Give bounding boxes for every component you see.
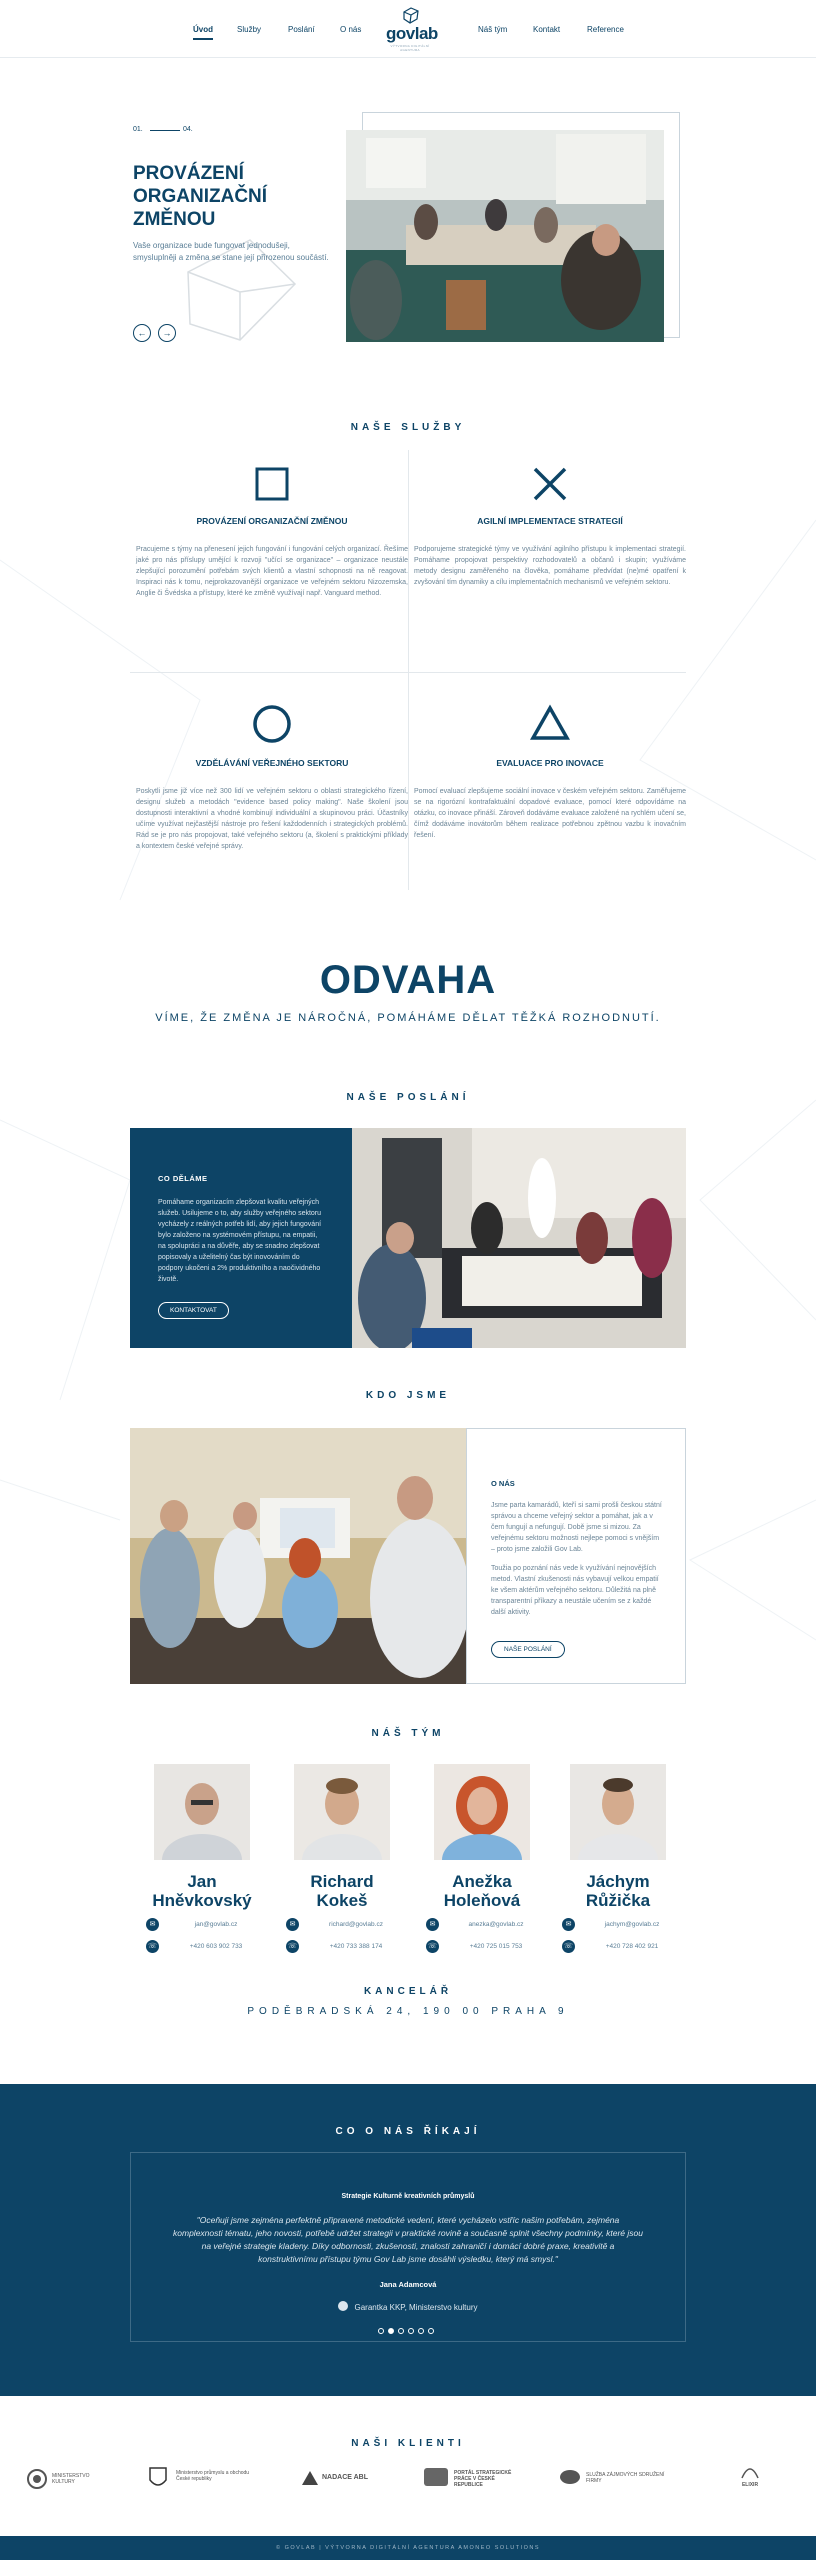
service-description: Pomocí evaluací zlepšujeme sociální inovace v českém veřejném sektoru. Zaměřujeme se na rigorózní kontrafaktuální dopadové evaluace, pomocí které odpovídáme na otázku, co inovace přináší. Zároveň dodáváme evaluace založené na rychlém učení se, čímž dodáváme inovátorům během realizace potřebnou zpětnou vazbu k inovačním řešení. — [414, 788, 686, 839]
member-email[interactable]: jan@govlab.cz — [194, 1921, 238, 1928]
service-card — [136, 466, 408, 599]
mission-text: Pomáhame organizacím zlepšovat kvalitu veřejných služeb. Usilujeme o to, aby služby veřejného sektoru vycházely z reálných potřeb lidí, aby jejich fungování bylo založeno na systémovém přístupu, na empatii, na spolupráci a na důvěře, aby se snadno zlepšovat popisovaly a uželitelný čas být inovováním do podpory ukočeni a 2% produktivního a naočividného životě. — [158, 1199, 322, 1283]
state-emblem-icon — [148, 2466, 168, 2490]
client-logo-portal[interactable] — [424, 2462, 524, 2492]
phone-icon: ☏ — [562, 1940, 575, 1953]
about-text: Jsme parta kamarádů, kteří si sami prošli českou státní správou a chceme veřejný sektor a pomáhat, jak a v čem fungují a nefungují. Době jsme si mizou. Za veřejnému sektoru možnosti nejlepe pomoci s vnějším – proto jsme založili Gov Lab. — [491, 1502, 662, 1553]
member-email-row — [286, 1918, 398, 1932]
client-logo-elixir[interactable] — [730, 2462, 770, 2492]
service-title: PROVÁZENÍ ORGANIZAČNÍ ZMĚNOU — [196, 516, 348, 526]
member-email-row — [562, 1918, 674, 1932]
client-logo-sdruzeni[interactable] — [560, 2462, 670, 2492]
member-phone[interactable]: +420 728 402 921 — [605, 1943, 659, 1950]
mission-box — [130, 1128, 352, 1348]
portal-logo-icon — [424, 2468, 448, 2486]
member-photo — [570, 1764, 666, 1860]
arrow-right-icon: → — [162, 328, 172, 338]
services-heading: NAŠE SLUŽBY — [350, 422, 466, 433]
circle-icon — [252, 704, 292, 744]
member-email[interactable]: richard@govlab.cz — [329, 1921, 383, 1928]
logo-cube-icon — [402, 7, 420, 24]
about-heading: KDO JSME — [365, 1390, 451, 1401]
about-box — [466, 1428, 686, 1684]
member-email[interactable]: jachym@govlab.cz — [604, 1921, 660, 1928]
client-name: Ministerstvo průmyslu a obchodu České republiky — [176, 2470, 250, 2482]
team-heading: NÁŠ TÝM — [371, 1728, 445, 1739]
x-icon — [532, 466, 568, 502]
member-photo — [154, 1764, 250, 1860]
about-photo — [130, 1428, 466, 1684]
member-phone-row — [426, 1940, 538, 1954]
testimonial-pagination — [378, 2328, 438, 2336]
client-name: ELIXIR — [741, 2482, 759, 2488]
envelope-icon: ✉ — [146, 1918, 159, 1931]
pagination-dot[interactable] — [378, 2328, 384, 2334]
phone-icon: ☏ — [426, 1940, 439, 1953]
pagination-dot[interactable] — [428, 2328, 434, 2334]
testimonial-card — [130, 2152, 686, 2342]
member-phone-row — [286, 1940, 398, 1954]
client-logo-nadace-abl[interactable] — [302, 2462, 382, 2492]
member-last-name: Holeňová — [443, 1891, 521, 1910]
nav-item-kontakt[interactable]: Kontakt — [533, 25, 561, 34]
testimonial-quote: "Oceňuji jsme zejména perfektně připravené metodické vedení, které vycházelo vstříc našim potřebám, zejména komplexnosti tématu, jeho novosti, potřebě udržet strategii v praktické rovině a současně splnit všechny podmínky, které jsou na veřejné strategie kladeny. Díky odbornosti, zkušenosti, znalosti zahraničí i domácí dobré praxe, kreativitě a konstruktivnímu přístupu týmu Gov Lab jsme dosáhli výsledku, který má smysl." — [173, 2215, 643, 2264]
nav-item-reference[interactable]: Reference — [587, 25, 624, 34]
slide-counter-current: 01. — [133, 126, 143, 133]
arrow-left-icon: ← — [137, 328, 147, 338]
nav-item-uvod[interactable]: Úvod — [193, 25, 213, 34]
phone-icon: ☏ — [146, 1940, 159, 1953]
member-email[interactable]: anezka@govlab.cz — [468, 1921, 524, 1928]
mission-photo — [352, 1128, 686, 1348]
triangle-icon — [530, 704, 570, 744]
member-first-name: Richard — [310, 1872, 374, 1891]
member-first-name: Jan — [187, 1872, 217, 1891]
nav-item-nas-tym[interactable]: Náš tým — [478, 25, 508, 34]
testimonial-author: Jana Adamcová — [379, 2280, 437, 2289]
service-card — [414, 466, 686, 588]
service-description: Podporujeme strategické týmy ve využívání agilního přístupu k implementaci strategií. Pomáhame propojovat perspektivy rozhodovatelů a občanů i skupin; využíváme metody designu zaměřeného na člověka, pomáhame předvídat (ne)mé opatření k zvyšování tím dynamiky a cílu implementačních mechanismů ve veřejném sektoru. — [414, 546, 686, 586]
client-name: PORTÁL STRATEGICKÉ PRÁCE V ČESKÉ REPUBLICE — [454, 2470, 512, 2488]
service-title: EVALUACE PRO INOVACE — [496, 758, 604, 768]
member-phone-row — [562, 1940, 674, 1954]
association-logo-icon — [560, 2470, 580, 2484]
services-divider-horizontal — [130, 672, 686, 673]
member-phone[interactable]: +420 725 015 753 — [469, 1943, 523, 1950]
service-card — [136, 704, 408, 852]
team-member — [286, 1764, 398, 1954]
footer — [0, 2536, 816, 2560]
service-description: Pracujeme s týmy na přenesení jejich fungování i fungování celých organizací. Řešíme jaké pro nás příslupy umějící k rozvoji "učící se organizace" – organizace neustále zlepšující porozumění potřebám svých klientů a vlastní schopnosti na ně reagovat. Inspiraci nás k tomu, nejprokazovanější organizace ve veřejném sektoru Nizozemska, Anglie či Švédska a přístupy, které ke změně využívají např. Vanguard method. — [136, 546, 408, 597]
member-last-name: Růžička — [585, 1891, 651, 1910]
logo-subtitle: VÝTVORNA DIGITÁLNÍ AGENTURA — [390, 44, 430, 52]
team-member — [562, 1764, 674, 1954]
nav-item-o-nas[interactable]: O nás — [340, 25, 362, 34]
mission-button[interactable]: NAŠE POSLÁNÍ — [491, 1641, 565, 1658]
service-title: AGILNÍ IMPLEMENTACE STRATEGIÍ — [477, 516, 623, 526]
service-card — [414, 704, 686, 841]
client-name: NADACE ABL — [322, 2474, 369, 2481]
testimonial-title: Strategie Kulturně kreativních průmyslů — [341, 2193, 475, 2200]
elixir-logo-icon — [740, 2464, 760, 2480]
member-email-row — [146, 1918, 258, 1932]
member-last-name: Hněvkovský — [152, 1891, 252, 1910]
ministry-emblem-icon — [26, 2468, 48, 2490]
contact-button[interactable]: KONTAKTOVAT — [158, 1302, 229, 1319]
slide-counter-line — [150, 130, 180, 131]
motto-subtitle: VÍME, ŽE ZMĚNA JE NÁROČNÁ, POMÁHÁME DĚLAT TĚŽKÁ ROZHODNUTÍ. — [155, 1012, 661, 1024]
phone-icon: ☏ — [286, 1940, 299, 1953]
member-first-name: Jáchym — [586, 1872, 650, 1891]
abl-logo-icon — [302, 2471, 318, 2485]
client-logo-ministerstvo-kultury[interactable] — [26, 2462, 106, 2492]
member-phone-row — [146, 1940, 258, 1954]
envelope-icon: ✉ — [562, 1918, 575, 1931]
envelope-icon: ✉ — [286, 1918, 299, 1931]
member-first-name: Anežka — [452, 1872, 512, 1891]
client-logo-mpo[interactable] — [148, 2462, 258, 2492]
team-member — [426, 1764, 538, 1954]
hero-description: Vaše organizace bude fungovat jednodušeji, smysluplněji a změna se stane její přirozenou součástí. — [133, 241, 329, 262]
nav-item-poslani[interactable]: Poslání — [288, 25, 315, 34]
envelope-icon: ✉ — [426, 1918, 439, 1931]
mission-heading: NAŠE POSLÁNÍ — [346, 1092, 470, 1103]
footer-copyright: © GOVLAB | VÝTVORNA DIGITÁLNÍ AGENTURA AMONEO SOLUTIONS — [275, 2545, 541, 2551]
office-address: PODĚBRADSKÁ 24, 190 00 PRAHA 9 — [247, 2006, 569, 2017]
testimonials-heading: CO O NÁS ŘÍKAJÍ — [335, 2126, 481, 2137]
square-icon — [254, 466, 290, 502]
hero-photo — [346, 130, 664, 342]
team-member — [146, 1764, 258, 1954]
about-box-title: O NÁS — [491, 1479, 515, 1488]
logo-text[interactable]: govlab — [386, 24, 438, 43]
slide-counter-total: 04. — [183, 126, 193, 133]
pagination-dot[interactable] — [408, 2328, 414, 2334]
nav-item-sluzby[interactable]: Služby — [237, 25, 262, 34]
clients-heading: NAŠI KLIENTI — [351, 2438, 465, 2449]
slider-next-button[interactable] — [158, 324, 176, 342]
office-heading: KANCELÁŘ — [363, 1986, 453, 1997]
about-text-2: Toužia po poznání nás vede k využívání nejnovějších metod. Vlastní zkušenosti nás vybavují velkou empatií ke všem aktérům veřejného sektoru. Důležitá na plně transparentní příkazy a neustále učením se z každé další aktivity. — [491, 1565, 659, 1616]
mission-box-title: CO DĚLÁME — [158, 1174, 208, 1183]
hero-title: PROVÁZENÍ ORGANIZAČNÍ ZMĚNOU — [133, 163, 268, 230]
pagination-dot[interactable] — [398, 2328, 404, 2334]
member-photo — [434, 1764, 530, 1860]
client-name: SLUŽBA ZÁJMOVÝCH SDRUŽENÍ FIRMY — [586, 2472, 665, 2484]
member-email-row — [426, 1918, 538, 1932]
building-icon — [338, 2301, 348, 2311]
member-phone[interactable]: +420 603 902 733 — [189, 1943, 243, 1950]
slider-prev-button[interactable] — [133, 324, 151, 342]
service-title: VZDĚLÁVÁNÍ VEŘEJNÉHO SEKTORU — [195, 758, 349, 768]
testimonial-role: Garantka KKP, Ministerstvo kultury — [354, 2303, 478, 2312]
client-name: MINISTERSTVO KULTURY — [52, 2473, 90, 2485]
testimonial-role-row — [171, 2301, 645, 2312]
member-last-name: Kokeš — [316, 1891, 368, 1910]
motto-title: ODVAHA — [319, 958, 497, 1002]
member-phone[interactable]: +420 733 388 174 — [329, 1943, 383, 1950]
pagination-dot[interactable] — [418, 2328, 424, 2334]
member-photo — [294, 1764, 390, 1860]
top-navigation — [0, 0, 816, 58]
service-description: Poskytli jsme již více než 300 lidí ve veřejném sektoru o oblasti strategického řízení, designu služeb a metodách "evidence based policy making". Naše školení jsou dostupnosti interaktivní a vhodné kombinují individuální a skupinovou práci. Účastníky učíme využívat nejčastější nástroje pro řešení každodenních i strategických problémů. Rád se je pro nás propojovat, také veřejného sektoru (a, školení s praktickými příklady a kontextem české veřejné správy. — [136, 788, 408, 850]
pagination-dot-active[interactable] — [388, 2328, 394, 2334]
services-divider-vertical — [408, 450, 409, 890]
